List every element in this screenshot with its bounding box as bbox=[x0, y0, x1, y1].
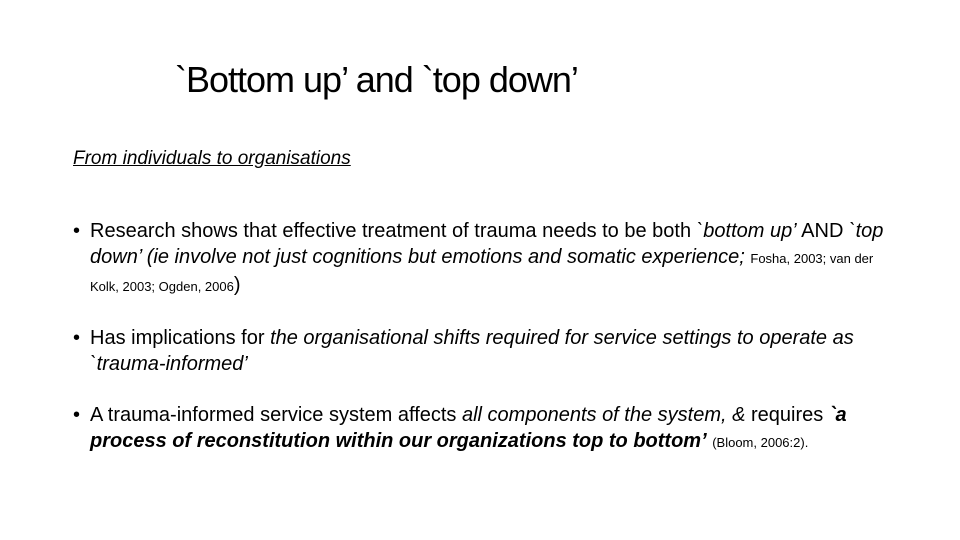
bullet-text-emphasis: (ie involve not just cognitions but emotions and somatic experience; bbox=[141, 246, 751, 268]
slide-subtitle: From individuals to organisations bbox=[73, 148, 351, 169]
bullet-marker: • bbox=[73, 404, 81, 426]
bullet-text-run: Has implications for bbox=[90, 327, 271, 349]
bullet-item-2 bbox=[73, 325, 893, 377]
bullet-text-emphasis: all components of the system, & bbox=[461, 404, 746, 426]
bullet-text-run: Research shows that effective treatment of trauma needs to be both bbox=[90, 220, 697, 242]
bullet-text-emphasis: `bottom up’ bbox=[696, 220, 797, 242]
bullet-item-3 bbox=[73, 402, 893, 456]
bullet-text-emphasis: the organisational shifts required for service settings to operate as `trauma-informed’ bbox=[90, 327, 854, 375]
bullet-text-emphasis: `top down’ bbox=[90, 220, 884, 268]
bullet-item-1 bbox=[73, 218, 893, 300]
slide-title: `Bottom up’ and `top down’ bbox=[175, 59, 578, 100]
citation: Fosha, 2003; van der Kolk, 2003; Ogden, 2006 bbox=[90, 251, 874, 294]
bullet-text bbox=[90, 325, 893, 377]
bullet-text-run: requires bbox=[745, 404, 829, 426]
bullet-marker: • bbox=[73, 327, 81, 349]
bullet-text bbox=[90, 402, 893, 456]
bullet-text-run: AND bbox=[796, 220, 849, 242]
bullet-text-run: ) bbox=[233, 274, 241, 296]
bullet-text-run: A trauma-informed service system affects bbox=[90, 404, 462, 426]
citation: (Bloom, 2006:2). bbox=[712, 435, 809, 450]
bullet-text bbox=[90, 218, 893, 300]
bullet-quote: `a process of reconstitution within our organizations top to bottom’ bbox=[90, 404, 847, 452]
bullet-marker: • bbox=[73, 220, 81, 242]
